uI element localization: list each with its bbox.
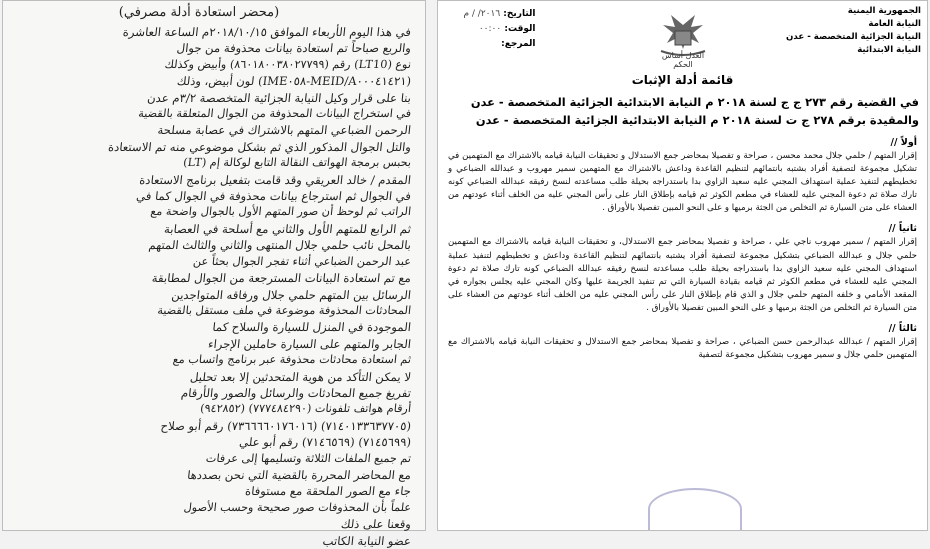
handwritten-line: عضو النيابة الكاتب xyxy=(321,533,412,548)
section-2 xyxy=(438,223,927,315)
official-stamp-icon xyxy=(648,488,742,530)
handwritten-line: أرقام هواتف تلفونات (٧٧٧٤٨٤٢٩٠) (٩٤٢٨٥٢) xyxy=(199,402,412,416)
handwritten-line: لا يمكن التأكد من هوية المتحدثين إلا بعد تحليل xyxy=(189,369,412,384)
handwritten-line: في هذا اليوم الأربعاء الموافق ٢٠١٨/١٠/١٥م الساعة العاشرة xyxy=(122,25,412,39)
document-title: قائمة أدلة الإثبات xyxy=(631,73,734,87)
handwritten-line: في الجوال ثم استرجاع بيانات محذوفة في الجوال كما في xyxy=(135,189,412,204)
handwritten-line: المحادثات المحذوفة موضوعة في ملف مستقل بالقضية xyxy=(156,303,412,317)
time-value: ٠٠:٠٠ xyxy=(478,24,502,34)
org-line-2: النيابة الجزائية المتخصصة - عدن xyxy=(786,32,921,42)
date-row: التاريخ: ٢٠١٦/ / م xyxy=(448,7,535,22)
ref-label: المرجع xyxy=(504,39,536,49)
yemen-emblem-icon xyxy=(653,7,713,69)
section-text: إقرار المتهم / حلمي جلال محمد محسن ، صراحة و تفصيلا بمحاضر جمع الاستدلال و تحقيقات النيابة قيامه بالاشتراك مع المتهمين في تشكيل مجموعة لتصفية أفراد بشتبه بانتمائهم لتنظيم القاعدة وداعش بالاشتراك مع المتهمين سمير مهروب و عبدالله الضباعي و تخطيطهم لتنفيذ عملية استهداف المجني عليه سعيد الزاوي بدا باستدراجه بحيلة طلب مساعدته لنسخ رفيقه عبدالله الضباعي كونه تارك صلاة ثم دعوة المجني عليه للعشاء في مطعم الكوثر ثم قيامه بإطلاق النار على رأس المجني عليه من الخلف أثناء عودتهم من العشاء على متن السيارة ثم التخلص من الجثة برميها و على النحو المبين تفصيلا بالأوراق . xyxy=(448,151,917,214)
handwritten-line: (٧١٤٥٦٩٩) (٧١٤٦٥٦٩) رقم أبو علي xyxy=(238,435,412,450)
emblem-motto: العدل أساس الحكم xyxy=(661,51,705,69)
handwritten-line: والربع صباحاً تم استعادة بيانات محذوفة من جوال xyxy=(176,41,412,56)
country-name: الجمهورية اليمنية xyxy=(847,6,921,16)
section-1 xyxy=(438,137,927,215)
letterhead-meta xyxy=(448,7,535,52)
date-value: ٢٠١٦/ / م xyxy=(463,9,501,19)
handwritten-line: الجابر والمتهم على السيارة حاملين الإجراء xyxy=(207,336,412,351)
handwritten-title: (محضر استعادة أدلة مصرفي) xyxy=(118,5,280,20)
handwritten-page xyxy=(2,0,426,548)
handwritten-line: تم جميع الملفات الثلاثة وتسليمها إلى عرفات xyxy=(205,451,412,465)
handwritten-line: في استخراج البيانات المحذوفة من الجوال المتعلقة بالقضية xyxy=(137,107,412,121)
handwritten-line: ثم الرابع للمتهم الأول والثاني مع أسلحة في العصابة xyxy=(163,221,412,236)
time-label: الوقت xyxy=(507,24,536,34)
org-line-3: النيابة الابتدائية xyxy=(857,45,921,55)
handwritten-line: بالمحل نائب حلمي جلال المنتهى والثاني والثالث المتهم xyxy=(147,238,412,253)
org-line-1: النيابة العامة xyxy=(868,19,921,29)
time-row: الوقت: ٠٠:٠٠ xyxy=(448,22,535,37)
handwritten-line: تفريغ جميع المحادثات والرسائل والصور والأرقام xyxy=(180,385,412,400)
handwritten-line: وقعنا على ذلك xyxy=(340,517,412,532)
handwritten-line: مع المحاضر المحررة بالقضية التي نحن بصددها xyxy=(186,467,412,482)
handwritten-line: (MEID/A٠٠٠٤١٤٢١-IME٠٥٨) لون أبيض، وذلك xyxy=(176,74,412,89)
handwritten-line: (٧١٤٠١٣٣٦٣٧٧٠٥) (٧٣٦٦٦٦٠١٧٦٠١٦) رقم أبو صلاح xyxy=(159,418,412,433)
letterhead-org xyxy=(786,5,921,57)
section-heading: ثانياً // xyxy=(888,223,917,235)
ref-row: المرجع: xyxy=(498,39,536,49)
date-label: التاريخ xyxy=(506,9,536,19)
section-3 xyxy=(438,323,927,362)
handwritten-line: المقدم / خالد العريقي وقد قامت بتفعيل برنامج الاستعادة xyxy=(138,172,412,187)
handwritten-line: نوع (LT10) رقم (٨٦٠١٨٠٠٣٨٠٢٧٧٩٩) وأبيض وكذلك xyxy=(164,57,412,71)
section-text: إقرار المتهم / عبدالله عبدالرحمن حسن الضباعي ، صراحة و تفصيلا بمحاضر جمع الاستدلال و تحقيقات النيابة قيامه بالاشتراك مع المتهمين حلمي جلال و سمير مهروب بتشكيل مجموعة لتصفية xyxy=(448,337,917,361)
section-heading: أولاً // xyxy=(890,137,917,148)
handwritten-line: بنا على قرار وكيل النيابة الجزائية المتخصصة ٣/٢م عدن xyxy=(146,90,412,105)
handwritten-line: الموجودة في المنزل للسيارة والسلاح كما xyxy=(211,320,412,335)
handwritten-line: عبد الرحمن الضباعي أثناء تفجر الجوال بحثاً عن xyxy=(192,254,412,268)
typed-page xyxy=(437,0,928,531)
case-line-2: والمقيدة برقم ٢٧٨ ج ت لسنة ٢٠١٨ م النيابة الابتدائية الجزائية المتخصصة - عدن xyxy=(475,113,919,127)
letterhead xyxy=(438,1,927,71)
handwritten-line: الراتب ثم لوحظ أن صور المتهم الأول بالجوال واضحة مع xyxy=(149,205,412,219)
handwritten-lines xyxy=(3,24,425,549)
section-text: إقرار المتهم / سمير مهروب ناجي علي ، صراحة و تفصيلا بمحاضر جمع الاستدلال، و تحقيقات النيابة قيامه بالاشتراك مع المتهمين حلمي جلال و عبدالله الضباعي بتشكيل مجموعة لتصفية أفراد يشتبه بانتمائهم لتنظيم القاعدة وداعش و تخطيطهم لتنفيذ عملية استهداف المجني عليه سعيد الزاوي بدا باستدراجه بحيلة طلب مساعدته لنسخ رفيقه عبدالله الضباعي كونه تارك صلاة ثم دعوة المجني عليه للعشاء في مطعم الكوثر ثم قيامه بقيادة السيارة التي تم تنفيذ الجريمة عليها وكان المجني عليه يجلس بجواره في المقعد الأمامي و خلفه المتهم حلمي جلال و الذي قام بإطلاق النار على رأس المجني عليه من الخلف أثناء عودتهم من العشاء على متن السيارة ثم التخلص من الجثة برميها و على النحو المبين تفصيلا بالأوراق . xyxy=(448,237,917,313)
handwritten-line: مع تم استعادة البيانات المسترجعة من الجوال لمطابقة xyxy=(151,271,412,286)
section-heading: ثالثاً // xyxy=(888,323,917,335)
handwritten-line: والتل الجوال المذكور الذي ثم بشكل موضوعي منه تم الاستعادة xyxy=(107,139,412,154)
handwritten-line: الرحمن الضباعي المتهم بالاشتراك في عصابة مسلحة xyxy=(156,123,412,138)
handwritten-line: جاء مع الصور الملحقة مع مستوفاة xyxy=(244,484,412,499)
handwritten-line: الرسائل بين المتهم حلمي جلال ورفاقه المتواجدين xyxy=(170,287,412,302)
handwritten-line: بحبس برمجة الهواتف النقالة التابع لوكالة إم (LT) xyxy=(182,156,412,170)
case-line-1: في القضية رقم ٢٧٣ ج ج لسنة ٢٠١٨ م النيابة الابتدائية الجزائية المتخصصة - عدن xyxy=(470,95,919,109)
handwritten-line: ثم استعادة محادثات محذوفة عبر برنامج واتساب مع xyxy=(172,353,412,367)
handwritten-line: علماً بأن المحذوفات صور صحيحة وحسب الأصول xyxy=(183,500,412,514)
